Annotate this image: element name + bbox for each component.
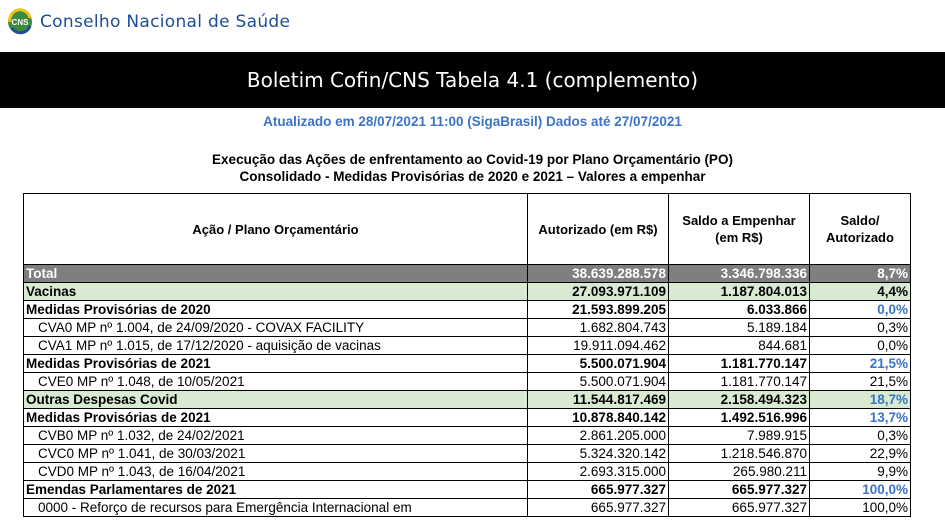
row-balance: 1.218.546.870: [669, 445, 810, 463]
row-balance: 1.187.804.013: [669, 283, 810, 301]
table-header-row: [24, 194, 911, 265]
row-balance: 6.033.866: [669, 301, 810, 319]
row-balance: 1.492.516.996: [669, 409, 810, 427]
row-authorized: 21.593.899.205: [528, 301, 669, 319]
table-row: [24, 427, 911, 445]
row-ratio: 0,3%: [810, 427, 911, 445]
row-balance: 2.158.494.323: [669, 391, 810, 409]
row-authorized: 38.639.288.578: [528, 265, 669, 283]
row-authorized: 27.093.971.109: [528, 283, 669, 301]
row-authorized: 665.977.327: [528, 481, 669, 499]
row-label: CVB0 MP nº 1.032, de 24/02/2021: [24, 427, 528, 445]
row-ratio: 8,7%: [810, 265, 911, 283]
row-ratio: 9,9%: [810, 463, 911, 481]
row-label: CVA1 MP nº 1.015, de 17/12/2020 - aquisição de vacinas: [24, 337, 528, 355]
subtitle-line-1: Execução das Ações de enfrentamento ao Covid-19 por Plano Orçamentário (PO): [212, 152, 733, 167]
bulletin-title: Boletim Cofin/CNS Tabela 4.1 (complemento): [0, 52, 945, 108]
table-row: [24, 481, 911, 499]
row-authorized: 11.544.817.469: [528, 391, 669, 409]
table-row: [24, 499, 911, 517]
row-label: Medidas Provisórias de 2021: [24, 355, 528, 373]
row-balance: 7.989.915: [669, 427, 810, 445]
table-row: [24, 319, 911, 337]
row-label: Emendas Parlamentares de 2021: [24, 481, 528, 499]
update-notice: Atualizado em 28/07/2021 11:00 (SigaBrasil) Dados até 27/07/2021: [263, 114, 682, 129]
row-ratio: 21,5%: [810, 355, 911, 373]
table-row: [24, 391, 911, 409]
row-label: 0000 - Reforço de recursos para Emergência Internacional em: [24, 499, 528, 517]
row-balance: 1.181.770.147: [669, 355, 810, 373]
row-label: CVC0 MP nº 1.041, de 30/03/2021: [24, 445, 528, 463]
row-label: CVA0 MP nº 1.004, de 24/09/2020 - COVAX FACILITY: [24, 319, 528, 337]
row-label: Outras Despesas Covid: [24, 391, 528, 409]
row-ratio: 13,7%: [810, 409, 911, 427]
row-balance: 5.189.184: [669, 319, 810, 337]
table-subtitle: [0, 151, 945, 185]
table-row: [24, 445, 911, 463]
row-authorized: 665.977.327: [528, 499, 669, 517]
row-label: CVE0 MP nº 1.048, de 10/05/2021: [24, 373, 528, 391]
org-name: Conselho Nacional de Saúde: [40, 12, 291, 32]
table-row: [24, 283, 911, 301]
row-ratio: 4,4%: [810, 283, 911, 301]
row-balance: 265.980.211: [669, 463, 810, 481]
row-authorized: 2.693.315.000: [528, 463, 669, 481]
row-ratio: 0,0%: [810, 301, 911, 319]
svg-text:CNS: CNS: [11, 18, 29, 27]
row-authorized: 5.500.071.904: [528, 355, 669, 373]
cns-logo: [6, 7, 290, 37]
table-row: [24, 355, 911, 373]
row-label: Total: [24, 265, 528, 283]
col-header-action: Ação / Plano Orçamentário: [24, 194, 528, 265]
row-balance: 665.977.327: [669, 481, 810, 499]
row-authorized: 10.878.840.142: [528, 409, 669, 427]
row-authorized: 1.682.804.743: [528, 319, 669, 337]
table-row: [24, 301, 911, 319]
row-authorized: 5.500.071.904: [528, 373, 669, 391]
row-balance: 665.977.327: [669, 499, 810, 517]
table-row: [24, 265, 911, 283]
row-label: CVD0 MP nº 1.043, de 16/04/2021: [24, 463, 528, 481]
table-body: [24, 265, 911, 517]
row-label: Medidas Provisórias de 2020: [24, 301, 528, 319]
row-ratio: 0,0%: [810, 337, 911, 355]
row-balance: 3.346.798.336: [669, 265, 810, 283]
col-header-balance: Saldo a Empenhar (em R$): [669, 194, 810, 265]
row-authorized: 5.324.320.142: [528, 445, 669, 463]
table-row: [24, 373, 911, 391]
row-label: Vacinas: [24, 283, 528, 301]
row-authorized: 19.911.094.462: [528, 337, 669, 355]
row-label: Medidas Provisórias de 2021: [24, 409, 528, 427]
table-row: [24, 409, 911, 427]
row-ratio: 100,0%: [810, 481, 911, 499]
row-ratio: 18,7%: [810, 391, 911, 409]
row-balance: 1.181.770.147: [669, 373, 810, 391]
row-balance: 844.681: [669, 337, 810, 355]
col-header-ratio: Saldo/ Autorizado: [810, 194, 911, 265]
cns-logo-icon: [6, 8, 34, 36]
row-ratio: 21,5%: [810, 373, 911, 391]
table-row: [24, 337, 911, 355]
row-ratio: 22,9%: [810, 445, 911, 463]
table-row: [24, 463, 911, 481]
col-header-authorized: Autorizado (em R$): [528, 194, 669, 265]
budget-table: [23, 193, 911, 517]
subtitle-line-2: Consolidado - Medidas Provisórias de 2020 e 2021 – Valores a empenhar: [239, 169, 706, 184]
row-ratio: 0,3%: [810, 319, 911, 337]
row-ratio: 100,0%: [810, 499, 911, 517]
row-authorized: 2.861.205.000: [528, 427, 669, 445]
